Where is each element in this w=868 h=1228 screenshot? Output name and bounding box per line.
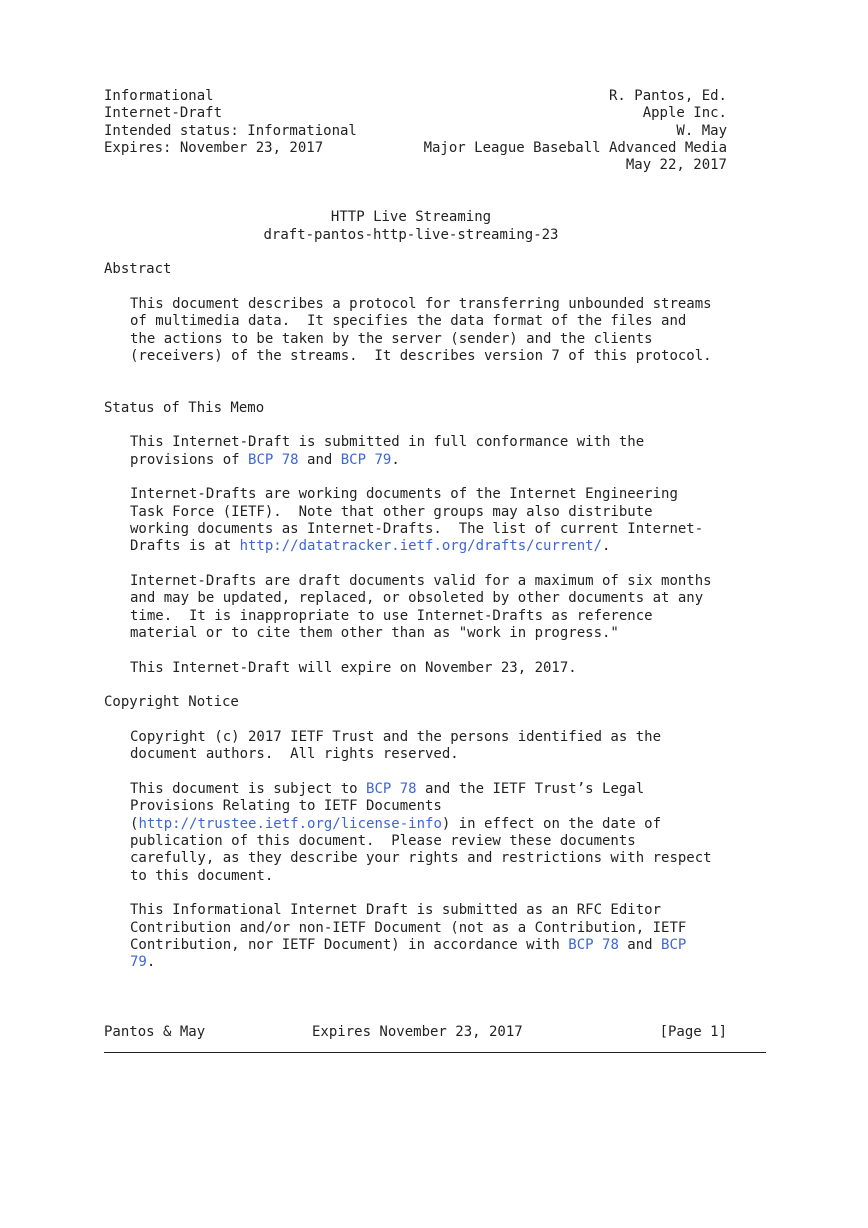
copyright-p1-line: Copyright (c) 2017 IETF Trust and the persons identified as the	[130, 729, 662, 745]
copyright-p2-line	[130, 781, 644, 798]
text-span: provisions of	[130, 452, 249, 468]
document-date: May 22, 2017	[625, 157, 727, 173]
author-2: W. May	[676, 123, 727, 139]
bcp79-link[interactable]: 79	[130, 954, 147, 970]
status-p2-line: Internet-Drafts are working documents of the Internet Engineering	[130, 486, 678, 502]
footer-page-number: [Page 1]	[659, 1024, 727, 1040]
header-stream: Internet-Draft	[104, 105, 223, 121]
header-expires: Expires: November 23, 2017	[104, 140, 324, 156]
bcp79-link[interactable]: BCP 79	[340, 452, 392, 468]
copyright-p2-line	[130, 816, 661, 833]
copyright-p3-line: This Informational Internet Draft is submitted as an RFC Editor	[130, 902, 662, 918]
abstract-line: (receivers) of the streams. It describes version 7 of this protocol.	[130, 348, 712, 364]
copyright-p3-line: Contribution and/or non-IETF Document (not as a Contribution, IETF	[130, 920, 687, 936]
text-span: Contribution, nor IETF Document) in accordance with	[130, 937, 569, 953]
abstract-heading: Abstract	[104, 261, 172, 277]
footer-expires: Expires November 23, 2017	[312, 1024, 523, 1040]
footer-authors: Pantos & May	[104, 1024, 206, 1040]
status-p1-line	[130, 452, 400, 469]
text-span: .	[602, 538, 611, 554]
author-2-org: Major League Baseball Advanced Media	[423, 140, 727, 156]
status-p4-line: This Internet-Draft will expire on November 23, 2017.	[130, 660, 577, 676]
copyright-p2-line: publication of this document. Please review these documents	[130, 833, 636, 849]
text-span: This document is subject to	[130, 781, 367, 797]
status-heading: Status of This Memo	[104, 400, 265, 416]
status-p1-line: This Internet-Draft is submitted in full conformance with the	[130, 434, 645, 450]
status-p2-line: working documents as Internet-Drafts. The list of current Internet-	[130, 521, 704, 537]
copyright-p3-line	[130, 937, 686, 954]
text-span: (	[130, 816, 139, 832]
status-p3-line: time. It is inappropriate to use Internet-Drafts as reference	[130, 608, 653, 624]
text-span: Drafts is at	[130, 538, 240, 554]
header-category: Informational	[104, 88, 214, 104]
document-name: draft-pantos-http-live-streaming-23	[263, 227, 559, 243]
abstract-line: of multimedia data. It specifies the data format of the files and	[130, 313, 687, 329]
status-p2-line	[130, 538, 610, 555]
text-span: ) in effect on the date of	[441, 816, 662, 832]
bcp78-link[interactable]: BCP 78	[568, 937, 619, 953]
document-title: HTTP Live Streaming	[330, 209, 492, 225]
text-span: and	[298, 452, 341, 468]
copyright-p1-line: document authors. All rights reserved.	[130, 746, 459, 762]
abstract-line: the actions to be taken by the server (sender) and the clients	[130, 331, 653, 347]
text-span: .	[391, 452, 400, 468]
copyright-heading: Copyright Notice	[104, 694, 239, 710]
copyright-p3-line	[130, 954, 155, 971]
status-p3-line: Internet-Drafts are draft documents valid for a maximum of six months	[130, 573, 712, 589]
bcp78-link[interactable]: BCP 78	[248, 452, 299, 468]
text-span: .	[146, 954, 156, 970]
bcp78-link[interactable]: BCP 78	[366, 781, 417, 797]
author-1: R. Pantos, Ed.	[608, 88, 727, 104]
status-p3-line: material or to cite them other than as "work in progress."	[130, 625, 619, 641]
copyright-p2-line: to this document.	[130, 868, 274, 884]
datatracker-link[interactable]: http://datatracker.ietf.org/drafts/current/	[239, 538, 603, 554]
status-p3-line: and may be updated, replaced, or obsoleted by other documents at any	[130, 590, 704, 606]
license-info-link[interactable]: http://trustee.ietf.org/license-info	[138, 816, 442, 832]
bcp79-link[interactable]: BCP	[661, 937, 687, 953]
abstract-line: This document describes a protocol for transferring unbounded streams	[130, 296, 712, 312]
status-p2-line: Task Force (IETF). Note that other groups may also distribute	[130, 504, 653, 520]
footer-rule	[104, 1052, 766, 1053]
author-1-org: Apple Inc.	[642, 105, 727, 121]
text-span: and	[618, 937, 662, 953]
text-span: and the IETF Trust’s Legal	[416, 781, 645, 797]
copyright-p2-line: Provisions Relating to IETF Documents	[130, 798, 442, 814]
copyright-p2-line: carefully, as they describe your rights and restrictions with respect	[130, 850, 712, 866]
header-intended-status: Intended status: Informational	[104, 123, 357, 139]
